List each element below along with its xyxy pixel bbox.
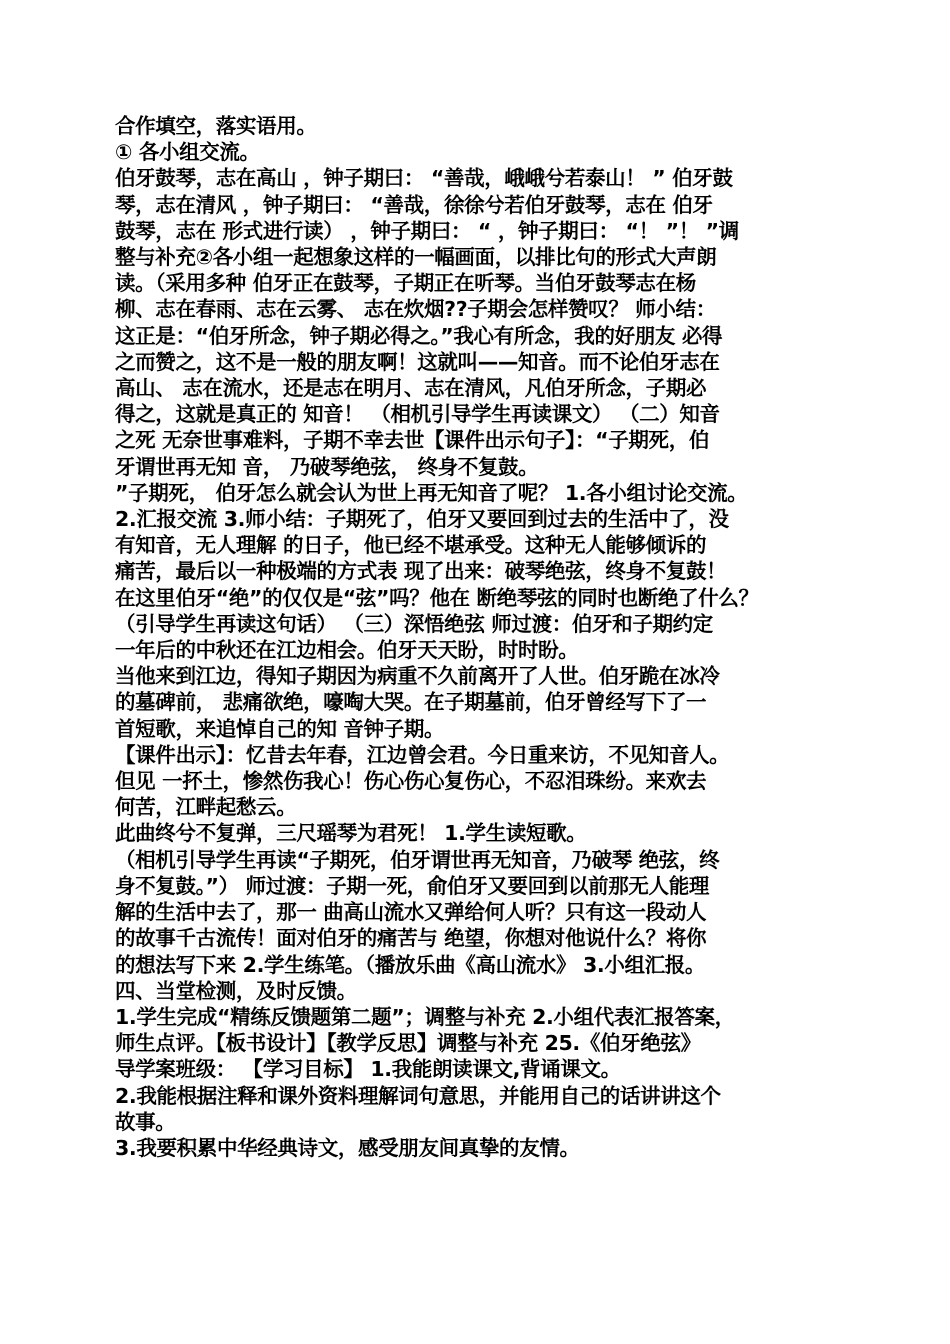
text-line: 琴，志在清风 ，钟子期曰： “善哉，徐徐兮若伯牙鼓琴，志在 伯牙 <box>115 192 713 217</box>
text-line: 一年后的中秋还在江边相会。伯牙天天盼，时时盼。 <box>115 638 579 663</box>
text-line: 3.我要积累中华经典诗文，感受朋友间真挚的友情。 <box>115 1135 580 1160</box>
text-line: 的想法写下来 2.学生练笔。（播放乐曲《高山流水》 3.小组汇报。 <box>115 952 706 977</box>
text-line: 读。（采用多种 伯牙正在鼓琴，子期正在听琴。当伯牙鼓琴志在杨 <box>115 271 696 296</box>
text-line: 痛苦，最后以一种极端的方式表 现了出来：破琴绝弦，终身不复鼓！ <box>115 559 727 584</box>
text-line: 鼓琴，志在 形式进行读） ，钟子期曰： “ ，钟子期曰： “！ ”！ ”调 <box>115 218 739 243</box>
text-line: 当他来到江边，得知子期因为病重不久前离开了人世。伯牙跪在冰冷 <box>115 664 720 689</box>
text-line: 合作填空，落实语用。 <box>115 114 317 138</box>
text-line: 四、当堂检测，及时反馈。 <box>115 978 357 1003</box>
text-line: 有知音，无人理解 的日子，他已经不堪承受。这种无人能够倾诉的 <box>115 533 707 558</box>
text-line: ① 各小组交流。 <box>115 140 260 165</box>
text-line: 在这里伯牙“绝”的仅仅是“弦”吗？他在 断绝琴弦的同时也断绝了什么？ <box>115 585 759 610</box>
text-line: 柳、志在春雨、志在云雾、 志在炊烟??子期会怎样赞叹？ 师小结： <box>115 297 716 322</box>
text-line: 牙谓世再无知 音， 乃破琴绝弦， 终身不复鼓。 <box>115 454 539 479</box>
text-line: 2.我能根据注释和课外资料理解词句意思，并能用自己的话讲讲这个 <box>115 1083 721 1108</box>
text-line: 导学案班级： 【学习目标】 1.我能朗读课文,背诵课文。 <box>115 1057 621 1082</box>
text-line: 故事。 <box>115 1109 176 1134</box>
text-line: 这正是：“伯牙所念，钟子期必得之。”我心有所念，我的好朋友 必得 <box>115 323 723 348</box>
text-line: 伯牙鼓琴，志在高山 ，钟子期曰： “善哉，峨峨兮若泰山！ ” 伯牙鼓 <box>115 166 733 191</box>
text-line: 解的生活中去了，那一 曲高山流水又弹给何人听？只有这一段动人 <box>115 900 707 925</box>
text-line: 之而赞之，这不是一般的朋友啊！这就叫——知音。而不论伯牙志在 <box>115 349 720 374</box>
text-line: 之死 无奈世事难料，子期不幸去世【课件出示句子】：“子期死，伯 <box>115 428 710 453</box>
text-line: 身不复鼓。”） 师过渡：子期一死，俞伯牙又要回到以前那无人能理 <box>115 873 710 898</box>
text-line: 得之，这就是真正的 知音！ （相机引导学生再读课文） （二）知音 <box>115 402 720 427</box>
text-line: （引导学生再读这句话） （三）深悟绝弦 师过渡：伯牙和子期约定 <box>115 611 713 636</box>
text-line: 的墓碑前， 悲痛欲绝，嚎啕大哭。在子期墓前，伯牙曾经写下了一 <box>115 690 707 715</box>
text-line: 【课件出示】：忆昔去年春，江边曾会君。今日重来访，不见知音人。 <box>115 742 730 767</box>
text-line: 2.汇报交流 3.师小结：子期死了，伯牙又要回到过去的生活中了，没 <box>115 507 729 532</box>
text-line: ”子期死， 伯牙怎么就会认为世上再无知音了呢？ 1.各小组讨论交流。 <box>115 480 748 505</box>
text-line: 整与补充②各小组一起想象这样的一幅画面，以排比句的形式大声朗 <box>115 245 717 270</box>
text-line: 师生点评。【板书设计】【教学反思】调整与补充 25.《伯牙绝弦》 <box>115 1031 701 1056</box>
text-line: 首短歌，来追悼自己的知 音钟子期。 <box>115 716 445 741</box>
text-line: 的故事千古流传！面对伯牙的痛苦与 绝望，你想对他说什么？将你 <box>115 926 707 951</box>
text-line: 但见 一抔土，惨然伤我心！伤心伤心复伤心，不忍泪珠纷。来欢去 <box>115 769 707 794</box>
text-line: （相机引导学生再读“子期死，伯牙谓世再无知音，乃破琴 绝弦，终 <box>115 847 720 872</box>
text-line: 此曲终兮不复弹，三尺瑶琴为君死！ 1.学生读短歌。 <box>115 821 587 846</box>
document-body <box>115 113 845 1161</box>
text-line: 何苦，江畔起愁云。 <box>115 795 297 820</box>
text-line: 1.学生完成“精练反馈题第二题”；调整与补充 2.小组代表汇报答案， <box>115 1004 735 1029</box>
text-line: 高山、 志在流水，还是志在明月、志在清风，凡伯牙所念，子期必 <box>115 376 707 401</box>
